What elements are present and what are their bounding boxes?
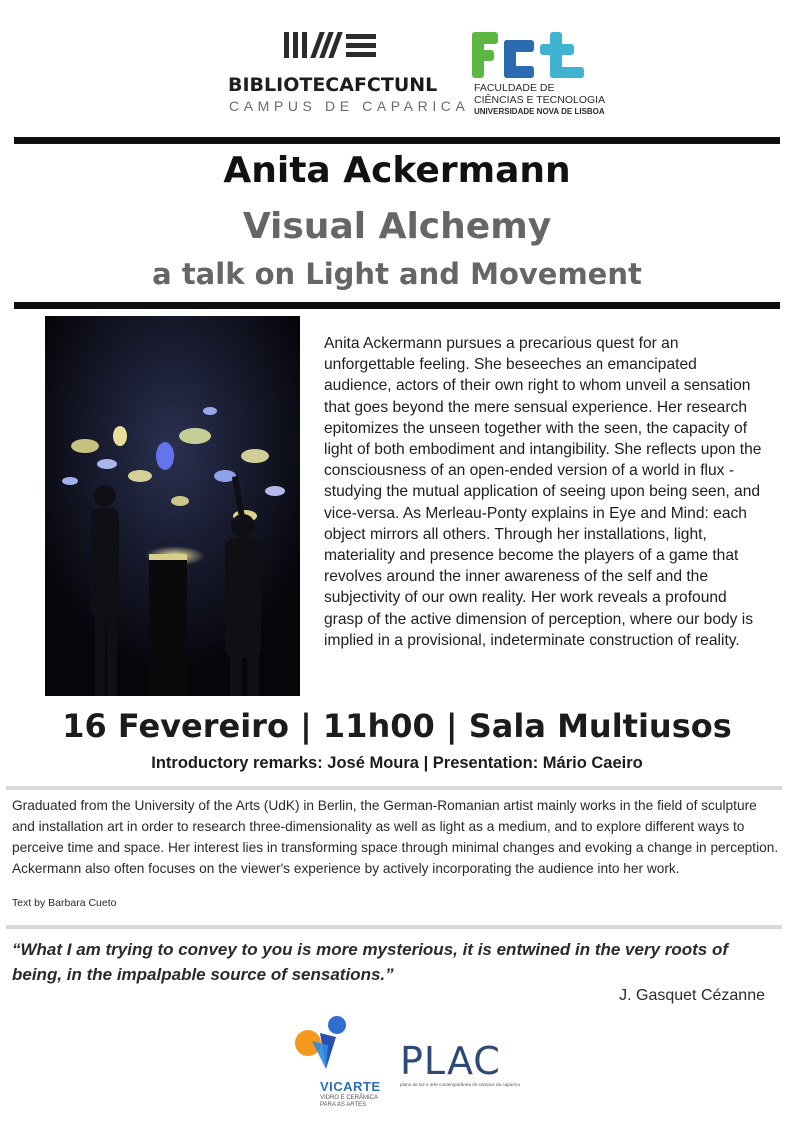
speaker-name: Anita Ackermann xyxy=(223,150,571,191)
talk-subtitle: a talk on Light and Movement xyxy=(152,257,642,291)
bio-credit: Text by Barbara Cueto xyxy=(12,897,117,909)
library-logo-mark-icon xyxy=(284,32,376,58)
event-details: 16 Fevereiro | 11h00 | Sala Multiusos xyxy=(62,707,732,745)
fct-logo-text: FACULDADE DE CIÊNCIAS E TECNOLOGIA UNIVERSIDADE NOVA DE LISBOA xyxy=(474,82,606,116)
svg-text:FCt: FCt xyxy=(470,30,472,31)
fct-logo xyxy=(470,30,606,120)
artist-bio: Graduated from the University of the Arts (UdK) in Berlin, the German-Romanian artist mainly works in the field of sculpture and installation art in order to research three-dimensionality as well as light as a medium, and to explore different ways to perceive time and space. Her interest lies in transforming space through minimal changes and evoking a change in perception. Ackermann also often focuses on the viewer's experience by actively incorporating the audience into her work. xyxy=(12,798,779,876)
fct-logo-mark-icon xyxy=(470,30,590,80)
vicarte-mark-icon xyxy=(292,1015,352,1075)
talk-description: Anita Ackermann pursues a precarious quest for an unforgettable feeling. She beseeches an emancipated audience, actors of their own right to whom unveil a sensation that goes beyond the mere sensual experience. Her research epitomizes the unseen together with the seen, the capacity of light of both embodiment and intangibility. She reflects upon the consciousness of an open-ended version of a world in flux - studying the mutual application of seeing upon being seen, and vice-versa. As Merleau-Ponty explains in Eye and Mind: each object mirrors all others. Through her installations, light, materiality and presence become the players of a game that revolves around the inner awareness of the self and the subjectivity of our own reality. Her work reveals a profound grasp of the active dimension of perception, where our body is implied in a provisional, indeterminate construction of reality. xyxy=(324,335,762,649)
quote-author: J. Gasquet Cézanne xyxy=(619,987,765,1004)
plac-logo xyxy=(400,1039,520,1094)
talk-title: Visual Alchemy xyxy=(242,206,552,247)
library-logo-name: BIBLIOTECAFCTUNL xyxy=(228,74,438,96)
biblioteca-fctunl-logo xyxy=(228,30,470,116)
plac-name: PLAC xyxy=(400,1039,501,1083)
library-logo-subtitle: CAMPUS DE CAPARICA xyxy=(229,98,470,114)
event-speakers: Introductory remarks: José Moura | Presentation: Mário Caeiro xyxy=(151,754,643,772)
title-divider xyxy=(14,302,780,309)
quote-text: “What I am trying to convey to you is more mysterious, it is entwined in the very roots of being, in the impalpable source of sensations.” xyxy=(12,940,729,984)
top-divider xyxy=(14,137,780,144)
vicarte-tagline: VIDRO E CERÂMICA PARA AS ARTES xyxy=(320,1095,379,1108)
quote-divider xyxy=(6,925,782,929)
vicarte-name: VICARTE xyxy=(320,1079,381,1094)
plac-tagline: plano de luz e arte contemporânea do campus da caparica xyxy=(400,1082,520,1087)
bio-divider xyxy=(6,786,782,790)
vicarte-logo xyxy=(292,1015,382,1115)
installation-photo xyxy=(45,316,300,696)
